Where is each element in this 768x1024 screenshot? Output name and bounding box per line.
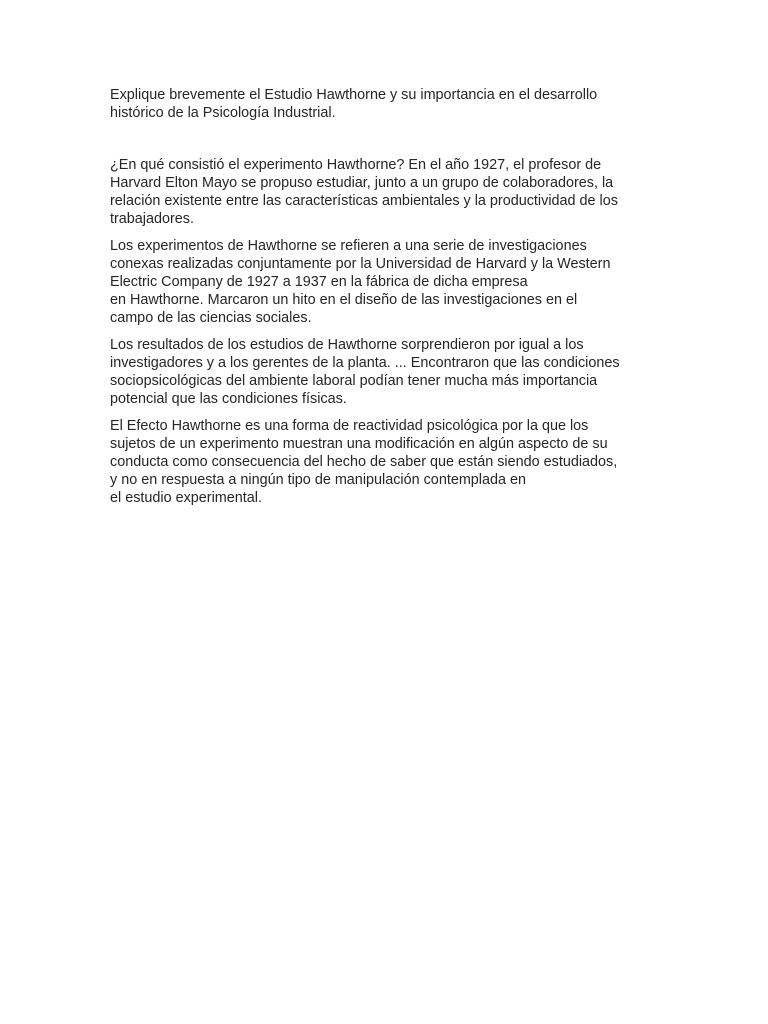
paragraph-line: relación existente entre las características ambientales y la productividad de los xyxy=(110,193,618,209)
answer-paragraph-3 xyxy=(110,336,670,408)
paragraph-line: conducta como consecuencia del hecho de saber que están siendo estudiados, xyxy=(110,454,618,470)
answer-paragraph-2 xyxy=(110,237,670,327)
paragraph-line: sujetos de un experimento muestran una modificación en algún aspecto de su xyxy=(110,436,608,452)
question-line: histórico de la Psicología Industrial. xyxy=(110,105,336,121)
question-line: Explique brevemente el Estudio Hawthorne y su importancia en el desarrollo xyxy=(110,87,598,103)
answer-paragraph-1 xyxy=(110,156,670,228)
document-page xyxy=(110,86,670,516)
paragraph-line: trabajadores. xyxy=(110,211,194,227)
paragraph-line: investigadores y a los gerentes de la planta. ... Encontraron que las condiciones xyxy=(110,355,620,371)
answer-paragraph-4 xyxy=(110,417,670,507)
paragraph-line: sociopsicológicas del ambiente laboral podían tener mucha más importancia xyxy=(110,373,598,389)
paragraph-line: en Hawthorne. Marcaron un hito en el diseño de las investigaciones en el xyxy=(110,292,578,308)
paragraph-line: El Efecto Hawthorne es una forma de reactividad psicológica por la que los xyxy=(110,418,589,434)
question-paragraph xyxy=(110,86,670,122)
paragraph-line: potencial que las condiciones físicas. xyxy=(110,391,347,407)
paragraph-line: conexas realizadas conjuntamente por la Universidad de Harvard y la Western xyxy=(110,256,611,272)
paragraph-line: Electric Company de 1927 a 1937 en la fábrica de dicha empresa xyxy=(110,274,528,290)
paragraph-line: Harvard Elton Mayo se propuso estudiar, junto a un grupo de colaboradores, la xyxy=(110,175,614,191)
paragraph-line: ¿En qué consistió el experimento Hawthorne? En el año 1927, el profesor de xyxy=(110,157,602,173)
paragraph-line: campo de las ciencias sociales. xyxy=(110,310,312,326)
paragraph-line: Los experimentos de Hawthorne se refieren a una serie de investigaciones xyxy=(110,238,587,254)
paragraph-line: Los resultados de los estudios de Hawthorne sorprendieron por igual a los xyxy=(110,337,584,353)
paragraph-line: el estudio experimental. xyxy=(110,490,262,506)
paragraph-line: y no en respuesta a ningún tipo de manipulación contemplada en xyxy=(110,472,527,488)
